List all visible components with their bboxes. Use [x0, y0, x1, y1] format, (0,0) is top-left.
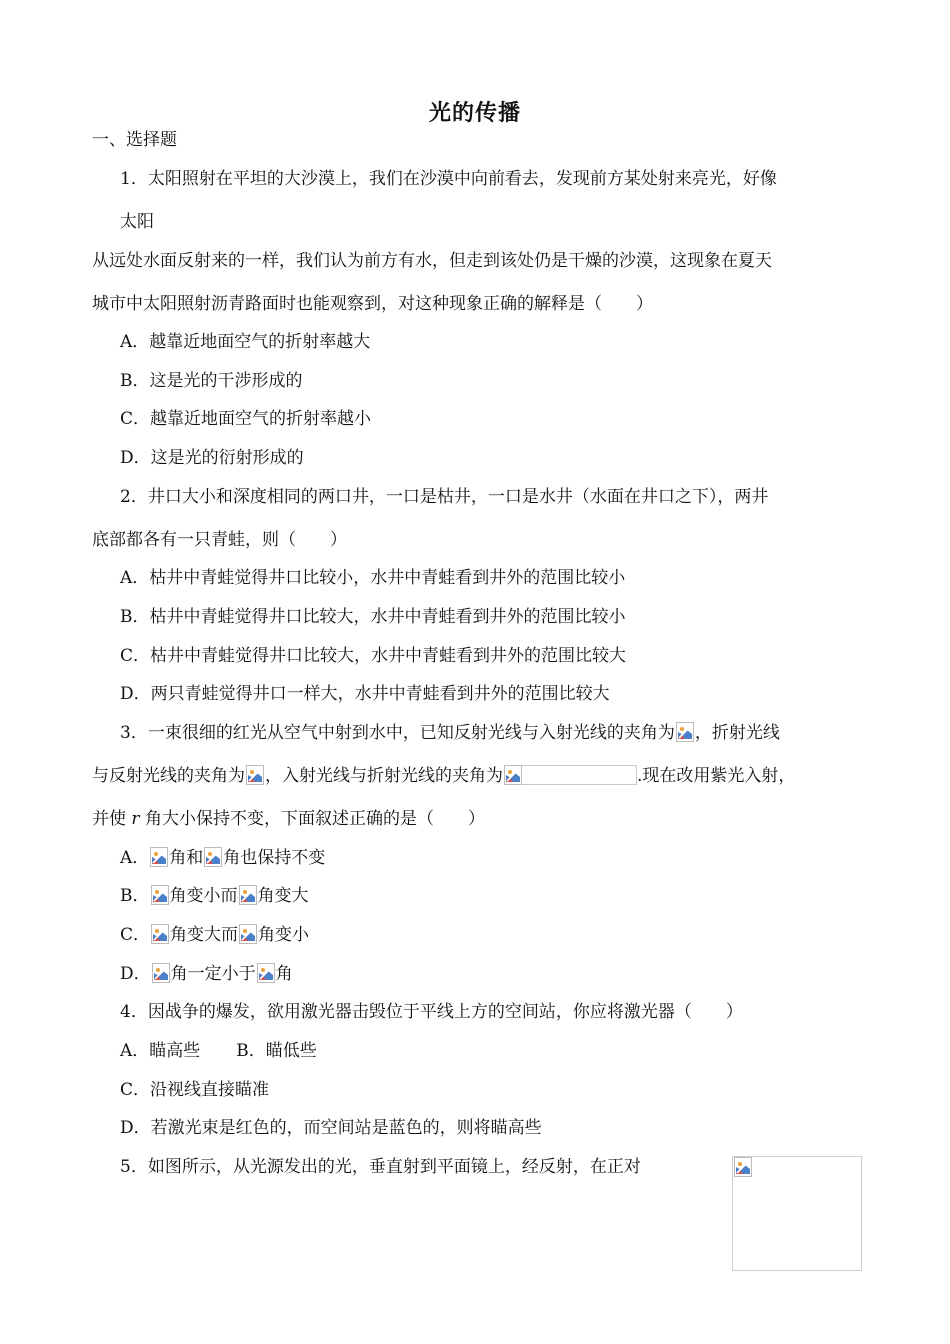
option-text: 角和 [169, 848, 204, 868]
q3-line1-part-a: 3．一束很细的红光从空气中射到水中，已知反射光线与入射光线的夹角为 [120, 723, 675, 743]
broken-image-icon [676, 722, 694, 742]
q3-line1-part-b: ，折射光线 [694, 723, 780, 743]
q3-line3-part-a: 并使 [92, 809, 132, 829]
q4-option-d: D．若激光束是红色的，而空间站是蓝色的，则将瞄高些 [120, 1118, 542, 1138]
q1-option-b: B．这是光的干涉形成的 [120, 371, 303, 391]
broken-image-icon [239, 885, 257, 905]
option-text: 角 [275, 964, 293, 984]
q1-text-line1: 1．太阳照射在平坦的大沙漠上，我们在沙漠中向前看去，发现前方某处射来亮光，好像 [120, 169, 777, 189]
q1-option-d: D．这是光的衍射形成的 [120, 448, 304, 468]
q5-figure [732, 1156, 862, 1271]
section-heading: 一、选择题 [92, 130, 177, 150]
broken-image-icon [504, 765, 522, 785]
q1-option-c: C．越靠近地面空气的折射率越小 [120, 409, 372, 429]
q3-line2-part-a: 与反射光线的夹角为 [92, 766, 245, 786]
document-title: 光的传播 [428, 101, 521, 126]
q4-text-line1: 4．因战争的爆发，欲用激光器击毁位于平线上方的空间站，你应将激光器（ ） [120, 1002, 743, 1022]
broken-image-icon [246, 765, 264, 785]
q4-option-c: C．沿视线直接瞄准 [120, 1080, 270, 1100]
option-label: C． [120, 925, 151, 945]
q2-option-c: C．枯井中青蛙觉得井口比较大，水井中青蛙看到井外的范围比较大 [120, 646, 627, 666]
q2-option-d: D．两只青蛙觉得井口一样大，水井中青蛙看到井外的范围比较大 [120, 684, 610, 704]
broken-image-icon [204, 847, 222, 867]
option-text: 角变大而 [170, 925, 239, 945]
q4-options-ab [120, 1039, 317, 1063]
q3-text-line2 [92, 764, 795, 788]
q3-option-d [120, 962, 293, 986]
q3-option-c [120, 923, 309, 947]
q2-text-line1: 2．井口大小和深度相同的两口井，一口是枯井，一口是水井（水面在井口之下），两井 [120, 487, 769, 507]
q2-option-a: A．枯井中青蛙觉得井口比较小，水井中青蛙看到井外的范围比较小 [120, 568, 626, 588]
option-text: 角也保持不变 [223, 848, 326, 868]
broken-image-icon [734, 1157, 752, 1177]
broken-image-icon [151, 924, 169, 944]
option-label: B． [120, 886, 150, 906]
option-text: 角变小 [258, 925, 310, 945]
option-text: 角一定小于 [170, 964, 256, 984]
q3-line2-part-b: ，入射光线与折射光线的夹角为 [265, 766, 503, 786]
q3-option-b [120, 884, 309, 908]
broken-image-icon [257, 963, 275, 983]
q4-option-b: B．瞄低些 [236, 1041, 317, 1061]
broken-image-icon [152, 963, 170, 983]
option-label: D． [120, 964, 151, 984]
q5-text-line1: 5．如图所示，从光源发出的光，垂直射到平面镜上，经反射，在正对 [120, 1157, 641, 1177]
variable-r: r [131, 809, 140, 829]
q3-line3-part-b: 角大小保持不变，下面叙述正确的是（ ） [139, 809, 485, 829]
broken-image-icon [151, 885, 169, 905]
q3-text-line3 [92, 807, 485, 831]
broken-image-icon [239, 924, 257, 944]
q3-option-a [120, 846, 325, 870]
q3-line2-part-c: .现在改用紫光入射， [637, 766, 796, 786]
option-text: 角变小而 [169, 886, 238, 906]
q2-option-b: B．枯井中青蛙觉得井口比较大，水井中青蛙看到井外的范围比较小 [120, 607, 626, 627]
option-text: 角变大 [257, 886, 309, 906]
q1-text-line3: 从远处水面反射来的一样，我们认为前方有水，但走到该处仍是干燥的沙漠，这现象在夏天 [92, 251, 772, 271]
image-placeholder-frame [521, 765, 637, 785]
q4-option-a: A．瞄高些 [120, 1041, 201, 1061]
broken-image-icon [150, 847, 168, 867]
option-label: A． [120, 848, 150, 868]
q3-text-line1 [120, 721, 780, 745]
q1-option-a: A．越靠近地面空气的折射率越大 [120, 332, 371, 352]
q1-text-line2: 太阳 [120, 212, 154, 232]
q2-text-line2: 底部都各有一只青蛙，则（ ） [92, 530, 347, 550]
q1-text-line4: 城市中太阳照射沥青路面时也能观察到，对这种现象正确的解释是（ ） [92, 294, 653, 314]
